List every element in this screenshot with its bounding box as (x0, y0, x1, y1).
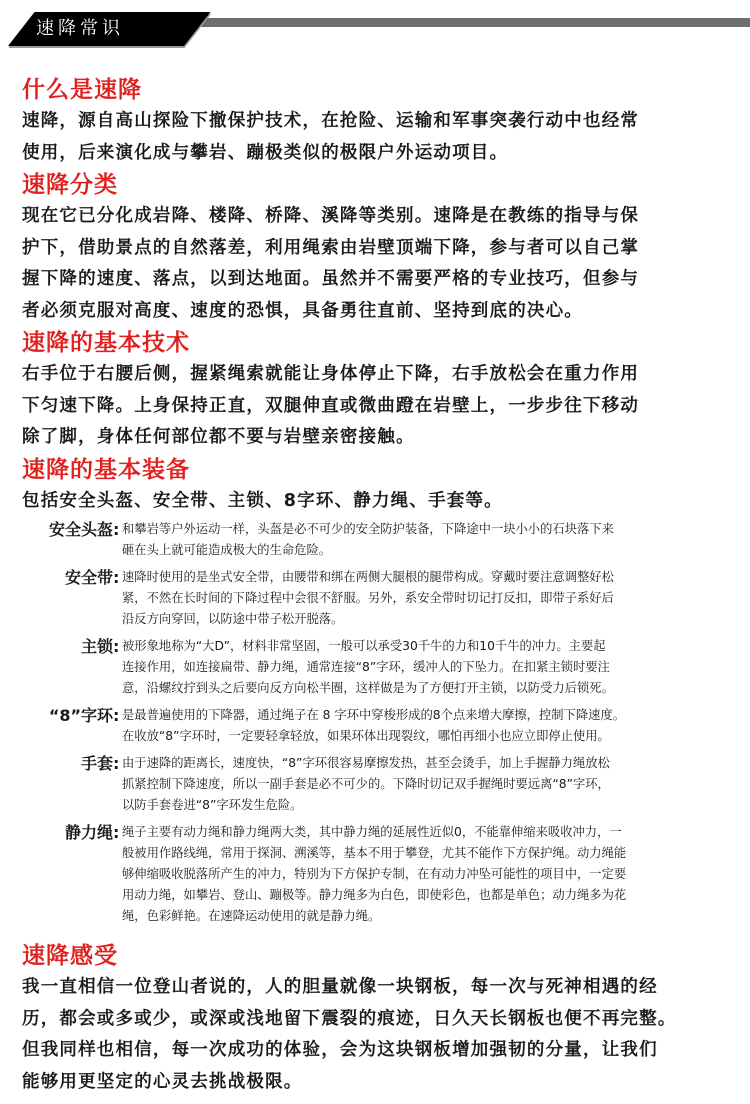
equipment-label: 手套 (80, 754, 113, 773)
section-paragraph (22, 359, 750, 454)
section-heading: 什么是速降 (22, 77, 142, 103)
description-line: 沿反方向穿回，以防途中带子松开脱落。 (122, 612, 344, 626)
equipment-label: “8”字环 (48, 706, 113, 725)
equipment-description (122, 567, 614, 630)
equipment-description (122, 753, 610, 816)
section-heading: 速降分类 (22, 172, 118, 198)
paragraph-line: 包括安全头盔、安全带、主锁、8字环、静力绳、手套等。 (22, 490, 503, 511)
equipment-label: 安全头盔 (48, 520, 113, 539)
equipment-item (0, 822, 750, 927)
equipment-description (122, 519, 614, 561)
equipment-description (122, 636, 614, 699)
equipment-list (0, 519, 750, 927)
paragraph-line: 但我同样也相信，每一次成功的体验，会为这块钢板增加强韧的分量，让我们 (22, 1040, 658, 1060)
section-paragraph (22, 972, 750, 1098)
paragraph-line: 现在它已分化成岩降、楼降、桥降、溪降等类别。速降是在教练的指导与保 (22, 206, 640, 226)
colon-separator: : (113, 520, 120, 539)
colon-separator: : (113, 637, 120, 656)
equipment-description (122, 822, 626, 927)
paragraph-line: 下匀速下降。上身保持正直，双腿伸直或微曲蹬在岩壁上，一步步往下移动 (22, 395, 640, 416)
description-line: 由于速降的距离长，速度快，“8”字环很容易摩擦发热，甚至会烫手，加上手握静力绳放松 (122, 756, 610, 770)
equipment-item (0, 636, 750, 699)
paragraph-line: 右手位于右腰后侧，握紧绳索就能让身体停止下降，右手放松会在重力作用 (22, 364, 640, 384)
description-line: 般被用作路线绳，常用于探洞、溯溪等，基本不用于攀登，尤其不能作下方保护绳。动力绳能 (122, 846, 627, 860)
colon-separator: : (113, 754, 120, 773)
paragraph-line: 我一直相信一位登山者说的，人的胆量就像一块钢板，每一次与死神相遇的经 (22, 977, 658, 997)
banner-rule (180, 18, 750, 27)
description-line: 用动力绳，如攀岩、登山、蹦极等。静力绳多为白色，即使彩色，也都是单色；动力绳多为花 (122, 888, 627, 902)
colon-separator: : (113, 823, 120, 842)
description-line: 速降时使用的是坐式安全带，由腰带和绑在两侧大腿根的腿带构成。穿戴时要注意调整好松 (122, 570, 614, 584)
colon-separator: : (113, 706, 120, 725)
paragraph-line: 历，都会或多或少，或深或浅地留下震裂的痕迹，日久天长钢板也便不再完整。 (22, 1008, 677, 1029)
description-line: 被形象地称为“大D”，材料非常坚固，一般可以承受30千牛的力和10千牛的冲力。主要起 (122, 639, 606, 653)
description-line: 绳，色彩鲜艳。在速降运动使用的就是静力绳。 (122, 909, 381, 923)
paragraph-line: 除了脚，身体任何部位都不要与岩壁亲密接触。 (22, 427, 415, 447)
equipment-item (0, 753, 750, 816)
equipment-label: 静力绳 (64, 823, 113, 842)
equipment-description (122, 705, 625, 747)
paragraph-line: 护下，借助景点的自然落差，利用绳索由岩壁顶端下降，参与者可以自己掌 (22, 237, 640, 258)
equipment-item (0, 705, 750, 747)
section-paragraph (22, 486, 750, 518)
description-line: 在收放“8”字环时，一定要轻拿轻放，如果环体出现裂纹，哪怕再细小也应立即停止使用。 (122, 729, 610, 743)
equipment-item (0, 519, 750, 561)
description-line: 以防手套卷进“8”字环发生危险。 (122, 798, 303, 812)
description-line: 绳子主要有动力绳和静力绳两大类，其中静力绳的延展性近似0，不能靠伸缩来吸收冲力，一 (122, 825, 622, 839)
description-line: 和攀岩等户外运动一样，头盔是必不可少的安全防护装备，下降途中一块小小的石块落下来 (122, 522, 614, 536)
section-heading: 速降的基本装备 (22, 456, 190, 483)
description-line: 意，沿螺纹拧到头之后要向反方向松半圈，这样做是为了方便打开主锁，以防受力后锁死。 (122, 681, 614, 695)
section-heading: 速降感受 (22, 943, 118, 969)
section-paragraph (22, 106, 750, 169)
paragraph-line: 使用，后来演化成与攀岩、蹦极类似的极限户外运动项目。 (22, 142, 509, 163)
description-line: 连接作用，如连接扁带、静力绳，通常连接“8”字环，缓冲人的下坠力。在扣紧主锁时要注 (122, 660, 610, 674)
description-line: 砸在头上就可能造成极大的生命危险。 (122, 543, 332, 557)
description-line: 是最普遍使用的下降器，通过绳子在 8 字环中穿梭形成的8个点来增大摩擦，控制下降速度。 (122, 708, 626, 722)
article-content (0, 74, 750, 1098)
paragraph-line: 握下降的速度、落点，以到达地面。虽然并不需要严格的专业技巧，但参与 (22, 269, 640, 289)
description-line: 抓紧控制下降速度，所以一副手套是必不可少的。下降时切记双手握绳时要远离“8”字环， (122, 777, 610, 791)
description-line: 紧，不然在长时间的下降过程中会很不舒服。另外，系安全带时切记打反扣，即带子系好后 (122, 591, 614, 605)
paragraph-line: 者必须克服对高度、速度的恐惧，具备勇往直前、坚持到底的决心。 (22, 300, 583, 321)
description-line: 够伸缩吸收脱落所产生的冲力，特别为下方保护专制，在有动力冲坠可能性的项目中，一定要 (122, 867, 627, 881)
equipment-label: 主锁 (80, 637, 113, 656)
colon-separator: : (113, 568, 120, 587)
section-banner (0, 12, 750, 52)
equipment-label: 安全带 (64, 568, 113, 587)
equipment-item (0, 567, 750, 630)
section-heading: 速降的基本技术 (22, 330, 190, 356)
section-paragraph (22, 201, 750, 327)
paragraph-line: 速降，源自高山探险下撤保护技术，在抢险、运输和军事突袭行动中也经常 (22, 111, 640, 131)
paragraph-line: 能够用更坚定的心灵去挑战极限。 (22, 1071, 303, 1092)
banner-title: 速降常识 (36, 18, 124, 39)
